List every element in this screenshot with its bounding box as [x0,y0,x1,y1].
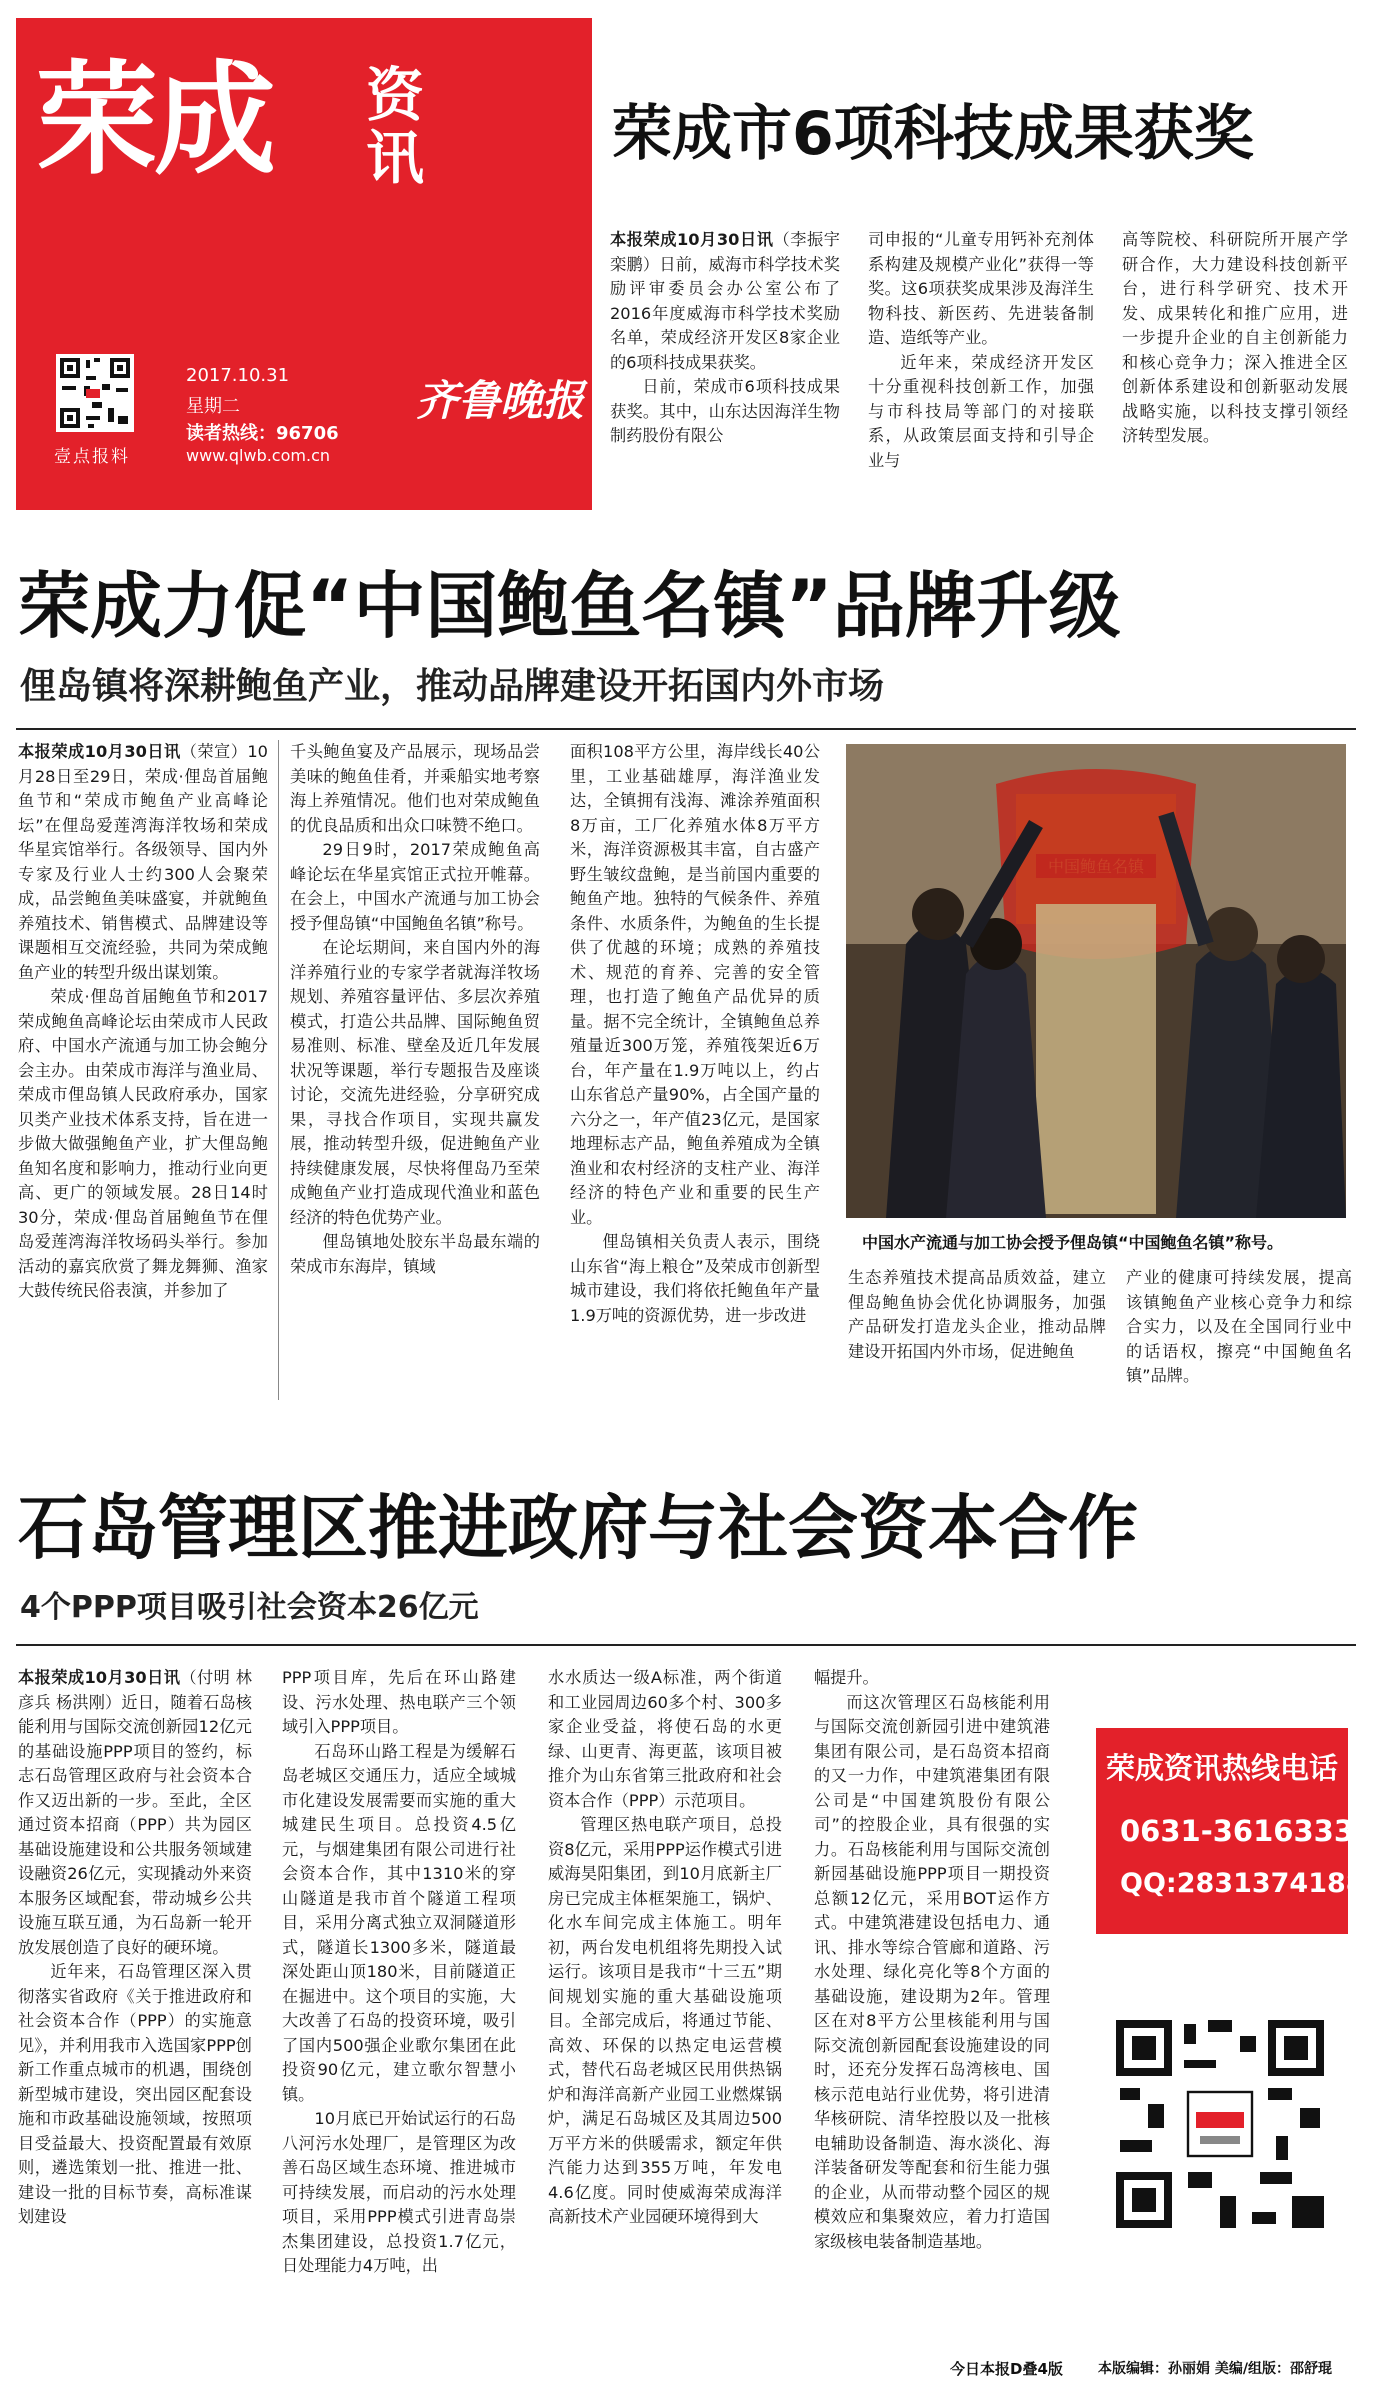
article3-headline: 石岛管理区推进政府与社会资本合作 [18,1487,1138,1569]
paragraph: 在论坛期间，来自国内外的海洋养殖行业的专家学者就海洋牧场规划、养殖容量评估、多层次养殖模式，打造公共品牌、国际鲍鱼贸易准则、标准、壁垒及近几年发展状况等课题，举行专题报告及座谈讨论，交流先进经验，分享研究成果，寻找合作项目，实现共赢发展，推动转型升级，促进鲍鱼产业持续健康发展，尽快将俚岛乃至荣成鲍鱼产业打造成现代渔业和蓝色经济的特色优势产业。 [290,938,540,1227]
article2-col3 [570,740,820,1400]
photo-caption: 中国水产流通与加工协会授予俚岛镇“中国鲍鱼名镇”称号。 [862,1233,1284,1252]
logo [36,47,425,192]
paragraph: 日前，荣成市6项科技成果获奖。其中，山东达因海洋生物制药股份有限公 [610,377,840,445]
article3-col4 [814,1666,1050,2350]
hotline-box [1096,1728,1365,1934]
reader-hotline: 读者热线：96706 [186,423,339,444]
paragraph: 近年来，荣成经济开发区十分重视科技创新工作，加强与市科技局等部门的对接联系，从政策层面支持和引导企业与 [868,352,1094,470]
website: www.qlwb.com.cn [186,446,330,465]
logo-sub: 资讯 [366,61,425,192]
paragraph: 高等院校、科研院所开展产学研合作，大力建设科技创新平台，进行科学研究、技术开发、成果转化和推广应用，进一步提升企业的自主创新能力和核心竞争力；深入推进全区创新体系建设和创新驱动发展战略实施，以科技支撑引领经济转型发展。 [1122,230,1348,445]
footer-editor: 本版编辑：孙丽娟 美编/组版：邵舒琨 [1098,2361,1332,2377]
article2-col5 [1126,1266,1352,1400]
paragraph: 本报荣成10月30日讯（李振宇 栾鹏）日前，威海市科学技术奖励评审委员会办公室公布了2016年度威海市科学技术奖励名单，荣成经济开发区8家企业的6项科技成果获奖。 [610,230,840,372]
issue-weekday: 星期二 [186,396,240,417]
paragraph: 本报荣成10月30日讯（付明 林彦兵 杨洪刚）近日，随着石岛核能利用与国际交流创新园12亿元的基础设施PPP项目的签约，标志石岛管理区政府与社会资本合作又迈出新的一步。至此，全区通过资本招商（PPP）共为园区基础设施建设和公共服务领域建设融资26亿元，实现撬动外来资本服务区域配套，带动城乡公共设施互联互通，为石岛新一轮开放发展创造了良好的硬环境。 [18,1668,252,1957]
article2-col4 [848,1266,1106,1400]
hotline-phone: 0631-3616333 [1120,1814,1354,1848]
article2-headline: 荣成力促“中国鲍鱼名镇”品牌升级 [18,564,1121,648]
issue-date: 2017.10.31 [186,365,290,386]
paragraph: 近年来，石岛管理区深入贯彻落实省政府《关于推进政府和社会资本合作（PPP）的实施意见》，并利用我市入选国家PPP创新工作重点城市的机遇，围绕创新型城市建设，突出园区配套设施和市政基础设施领域，按照项目受益最大、投资配置最有效原则，遴选策划一批、推进一批、建设一批的目标节奏，高标准谋划建设 [18,1962,252,2226]
divider [278,740,279,1400]
article2-top-rule [16,728,1356,730]
paragraph: 面积108平方公里，海岸线长40公里，工业基础雄厚，海洋渔业发达，全镇拥有浅海、滩涂养殖面积8万亩，工厂化养殖水体8万平方米，海洋资源极其丰富，自古盛产野生皱纹盘鲍，是当前国内重要的鲍鱼产地。独特的气候条件、养殖条件、水质条件，为鲍鱼的生长提供了优越的环境；成熟的养殖技术、规范的育养、完善的安全管理，也打造了鲍鱼产品优异的质量。据不完全统计，全镇鲍鱼总养殖量近300万笼，养殖筏架近6万台，年产量在1.9万吨以上，约占山东省总产量90%，占全国产量的六分之一，年产值23亿元，是国家地理标志产品，鲍鱼养殖成为全镇渔业和农村经济的支柱产业、海洋经济的特色产业和重要的民生产业。 [570,742,820,1227]
article3-col2 [282,1666,516,2350]
article1-headline: 荣成市6项科技成果获奖 [612,99,1254,169]
article3-col1 [18,1666,252,2350]
paragraph: 荣成·俚岛首届鲍鱼节和2017荣成鲍鱼高峰论坛由荣成市人民政府、中国水产流通与加工协会鲍分会主办。由荣成市海洋与渔业局、荣成市俚岛镇人民政府承办，国家贝类产业技术体系支持，旨在进一步做大做强鲍鱼产业，扩大俚岛鲍鱼知名度和影响力，推动行业向更高、更广的领域发展。28日14时30分，荣成·俚岛首届鲍鱼节在俚岛爱莲湾海洋牧场码头举行。参加活动的嘉宾欣赏了舞龙舞狮、渔家大鼓传统民俗表演，并参加了 [18,987,268,1300]
qr-label: 壹点报料 [54,447,130,467]
article3-subhead: 4个PPP项目吸引社会资本26亿元 [20,1590,479,1625]
paragraph: 石岛环山路工程是为缓解石岛老城区交通压力，适应全域城市化建设发展需要而实施的重大城建民生项目。总投资4.5亿元，与烟建集团有限公司进行社会资本合作，其中1310米的穿山隧道是我市首个隧道工程项目，采用分离式独立双洞隧道形式，隧道长1300多米，隧道最深处距山顶180米，目前隧道正在掘进中。这个项目的实施，大大改善了石岛的投资环境，吸引了国内500强企业歌尔集团在此投资90亿元，建立歌尔智慧小镇。 [282,1741,516,2104]
paragraph: 千头鲍鱼宴及产品展示，现场品尝美味的鲍鱼佳肴，并乘船实地考察海上养殖情况。他们也对荣成鲍鱼的优良品质和出众口味赞不绝口。 [290,742,540,835]
article2-col1 [18,740,268,1400]
qr-code [56,354,134,432]
article3-col3 [548,1666,782,2350]
paragraph: PPP项目库，先后在环山路建设、污水处理、热电联产三个领域引入PPP项目。 [282,1668,516,1736]
paragraph: 产业的健康可持续发展，提高该镇鲍鱼产业核心竞争力和综合实力，以及在全国同行业中的话语权，擦亮“中国鲍鱼名镇”品牌。 [1126,1268,1352,1385]
ceremony-photo [846,744,1346,1218]
logo-main: 荣成 [36,47,272,191]
article3-top-rule [16,1644,1356,1646]
hotline-title: 荣成资讯热线电话 [1106,1751,1339,1785]
footer-note: 今日本报D叠4版 [950,2360,1063,2378]
paragraph: 俚岛镇地处胶东半岛最东端的荣成市东海岸，镇域 [290,1232,540,1276]
paragraph: 俚岛镇相关负责人表示，围绕山东省“海上粮仓”及荣成市创新型城市建设，我们将依托鲍鱼年产量1.9万吨的资源优势，进一步改进 [570,1232,820,1325]
paragraph: 生态养殖技术提高品质效益，建立俚岛鲍鱼协会优化协调服务，加强产品研发打造龙头企业，推动品牌建设开拓国内外市场，促进鲍鱼 [848,1268,1106,1361]
paragraph: 10月底已开始试运行的石岛八河污水处理厂，是管理区为改善石岛区域生态环境、推进城市可持续发展，而启动的污水处理项目，采用PPP模式引进青岛崇杰集团建设，总投资1.7亿元，日处理能力4万吨，出 [282,2109,516,2275]
hotline-qq: QQ:2831374188 [1120,1868,1365,1899]
article1-col3 [1122,228,1348,498]
paragraph: 幅提升。 [814,1668,879,1687]
article2-col2 [290,740,540,1400]
paragraph: 管理区热电联产项目，总投资8亿元，采用PPP运作模式引进威海昊阳集团，到10月底新主厂房已完成主体框架施工，锅炉、化水车间完成主体施工。明年初，两台发电机组将先期投入试运行。该项目是我市“十三五”期间规划实施的重大基础设施项目。全部完成后，将通过节能、高效、环保的以热定电运营模式，替代石岛老城区民用供热锅炉和海洋高新产业园工业燃煤锅炉，满足石岛城区及其周边500万平方米的供暖需求，额定年供汽能力达到355万吨，年发电4.6亿度。同时使威海荣成海洋高新技术产业园硬环境得到大 [548,1815,782,2226]
paragraph: 而这次管理区石岛核能利用与国际交流创新园引进中建筑港集团有限公司，是石岛资本招商的又一力作，中建筑港集团有限公司是“中国建筑股份有限公司”的控股企业，具有很强的实力。石岛核能利用与国际交流创新园基础设施PPP项目一期投资总额12亿元，采用BOT运作方式。中建筑港建设包括电力、通讯、排水等综合管廊和道路、污水处理、绿化亮化等8个方面的基础设施，建设期为2年。管理区在对8平方公里核能利用与国际交流创新园配套设施建设的同时，还充分发挥石岛湾核电、国核示范电站行业优势，将引进清华核研院、清华控股以及一批核电辅助设备制造、海水淡化、海洋装备研发等配套和衍生能力强的企业，从而带动整个园区的规模效应和集聚效应，着力打造国家级核电装备制造基地。 [814,1692,1050,2251]
article1-col1 [610,228,840,498]
paragraph: 司申报的“儿童专用钙补充剂体系构建及规模产业化”获得一等奖。这6项获奖成果涉及海洋生物科技、新医药、先进装备制造、造纸等产业。 [868,230,1094,347]
footer-qr-code [1108,2012,1332,2236]
article2-subhead: 俚岛镇将深耕鲍鱼产业，推动品牌建设开拓国内外市场 [20,666,885,707]
masthead [16,18,592,510]
newspaper-name: 齐鲁晚报 [416,376,585,425]
paragraph: 本报荣成10月30日讯（荣宣）10月28日至29日，荣成·俚岛首届鲍鱼节和“荣成市鲍鱼产业高峰论坛”在俚岛爱莲湾海洋牧场和荣成华星宾馆举行。各级领导、国内外专家及行业人士约300人会聚荣成，品尝鲍鱼美味盛宴，并就鲍鱼养殖技术、销售模式、品牌建设等课题相互交流经验，共同为荣成鲍鱼产业的转型升级出谋划策。 [18,742,268,982]
paragraph: 水水质达一级A标准，两个街道和工业园周边60多个村、300多家企业受益，将使石岛的水更绿、山更青、海更蓝，该项目被推介为山东省第三批政府和社会资本合作（PPP）示范项目。 [548,1668,782,1810]
paragraph: 29日9时，2017荣成鲍鱼高峰论坛在华星宾馆正式拉开帷幕。在会上，中国水产流通与加工协会授予俚岛镇“中国鲍鱼名镇”称号。 [290,840,540,933]
article1-col2 [868,228,1094,498]
